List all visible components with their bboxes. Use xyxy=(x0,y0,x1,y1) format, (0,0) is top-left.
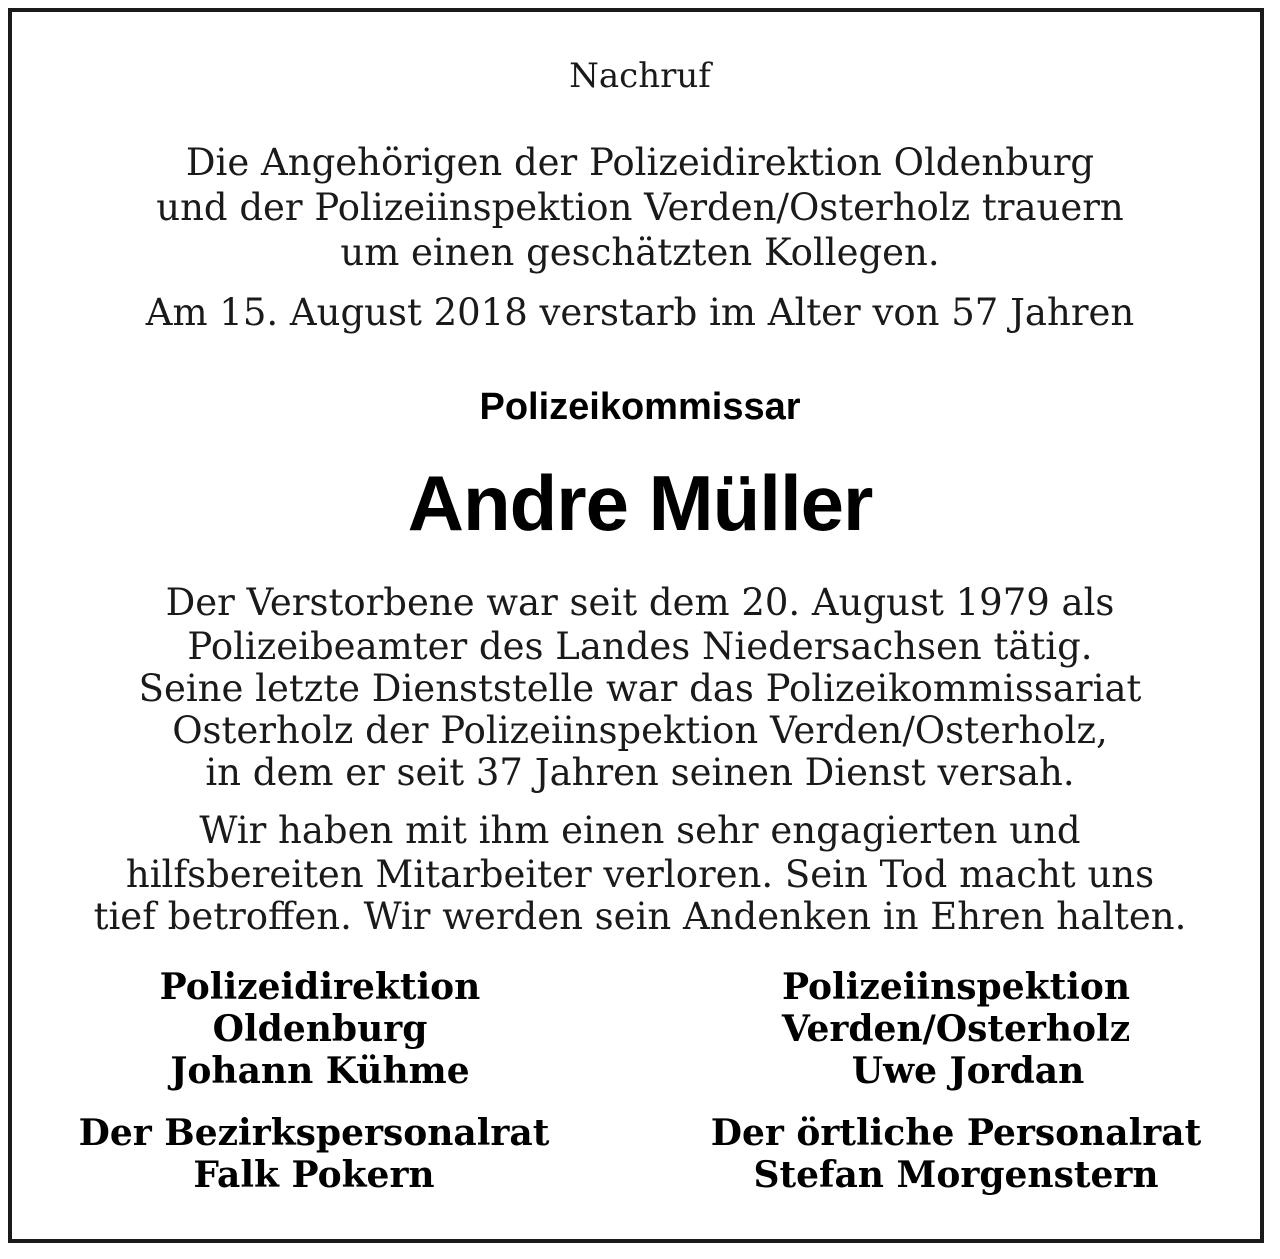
deceased-name: Andre Müller xyxy=(407,459,873,547)
career-line: Der Verstorbene war seit dem 20. August 1979 als xyxy=(165,581,1115,624)
career-line: Osterholz der Polizeiinspektion Verden/Osterholz, xyxy=(172,709,1108,752)
signature-line: Uwe Jordan xyxy=(851,1050,1085,1092)
intro-line: Die Angehörigen der Polizeidirektion Oldenburg xyxy=(185,141,1095,184)
signature-line: Verden/Osterholz xyxy=(781,1008,1131,1050)
tribute-line: tief betroffen. Wir werden sein Andenken in Ehren halten. xyxy=(93,895,1187,938)
tribute-line: Wir haben mit ihm einen sehr engagierten und xyxy=(199,809,1081,852)
signature-line: Polizeidirektion xyxy=(159,966,481,1008)
signature-line: Der örtliche Personalrat xyxy=(710,1112,1202,1154)
career-line: Polizeibeamter des Landes Niedersachsen tätig. xyxy=(187,625,1093,668)
rank-title: Polizeikommissar xyxy=(479,386,801,428)
signature-line: Falk Pokern xyxy=(193,1154,435,1196)
intro-line: um einen geschätzten Kollegen. xyxy=(340,231,940,274)
death-date-line: Am 15. August 2018 verstarb im Alter von 57 Jahren xyxy=(145,291,1135,334)
career-line: in dem er seit 37 Jahren seinen Dienst versah. xyxy=(205,751,1075,794)
notice-heading: Nachruf xyxy=(569,56,711,96)
tribute-line: hilfsbereiten Mitarbeiter verloren. Sein Tod macht uns xyxy=(125,853,1155,896)
signature-line: Der Bezirkspersonalrat xyxy=(78,1112,550,1154)
signature-line: Stefan Morgenstern xyxy=(753,1154,1159,1196)
intro-line: und der Polizeiinspektion Verden/Osterholz trauern xyxy=(156,186,1124,229)
signature-line: Johann Kühme xyxy=(170,1050,470,1092)
career-line: Seine letzte Dienststelle war das Polizeikommissariat xyxy=(138,667,1142,710)
signature-line: Oldenburg xyxy=(212,1008,428,1050)
signature-line: Polizeiinspektion xyxy=(781,966,1131,1008)
